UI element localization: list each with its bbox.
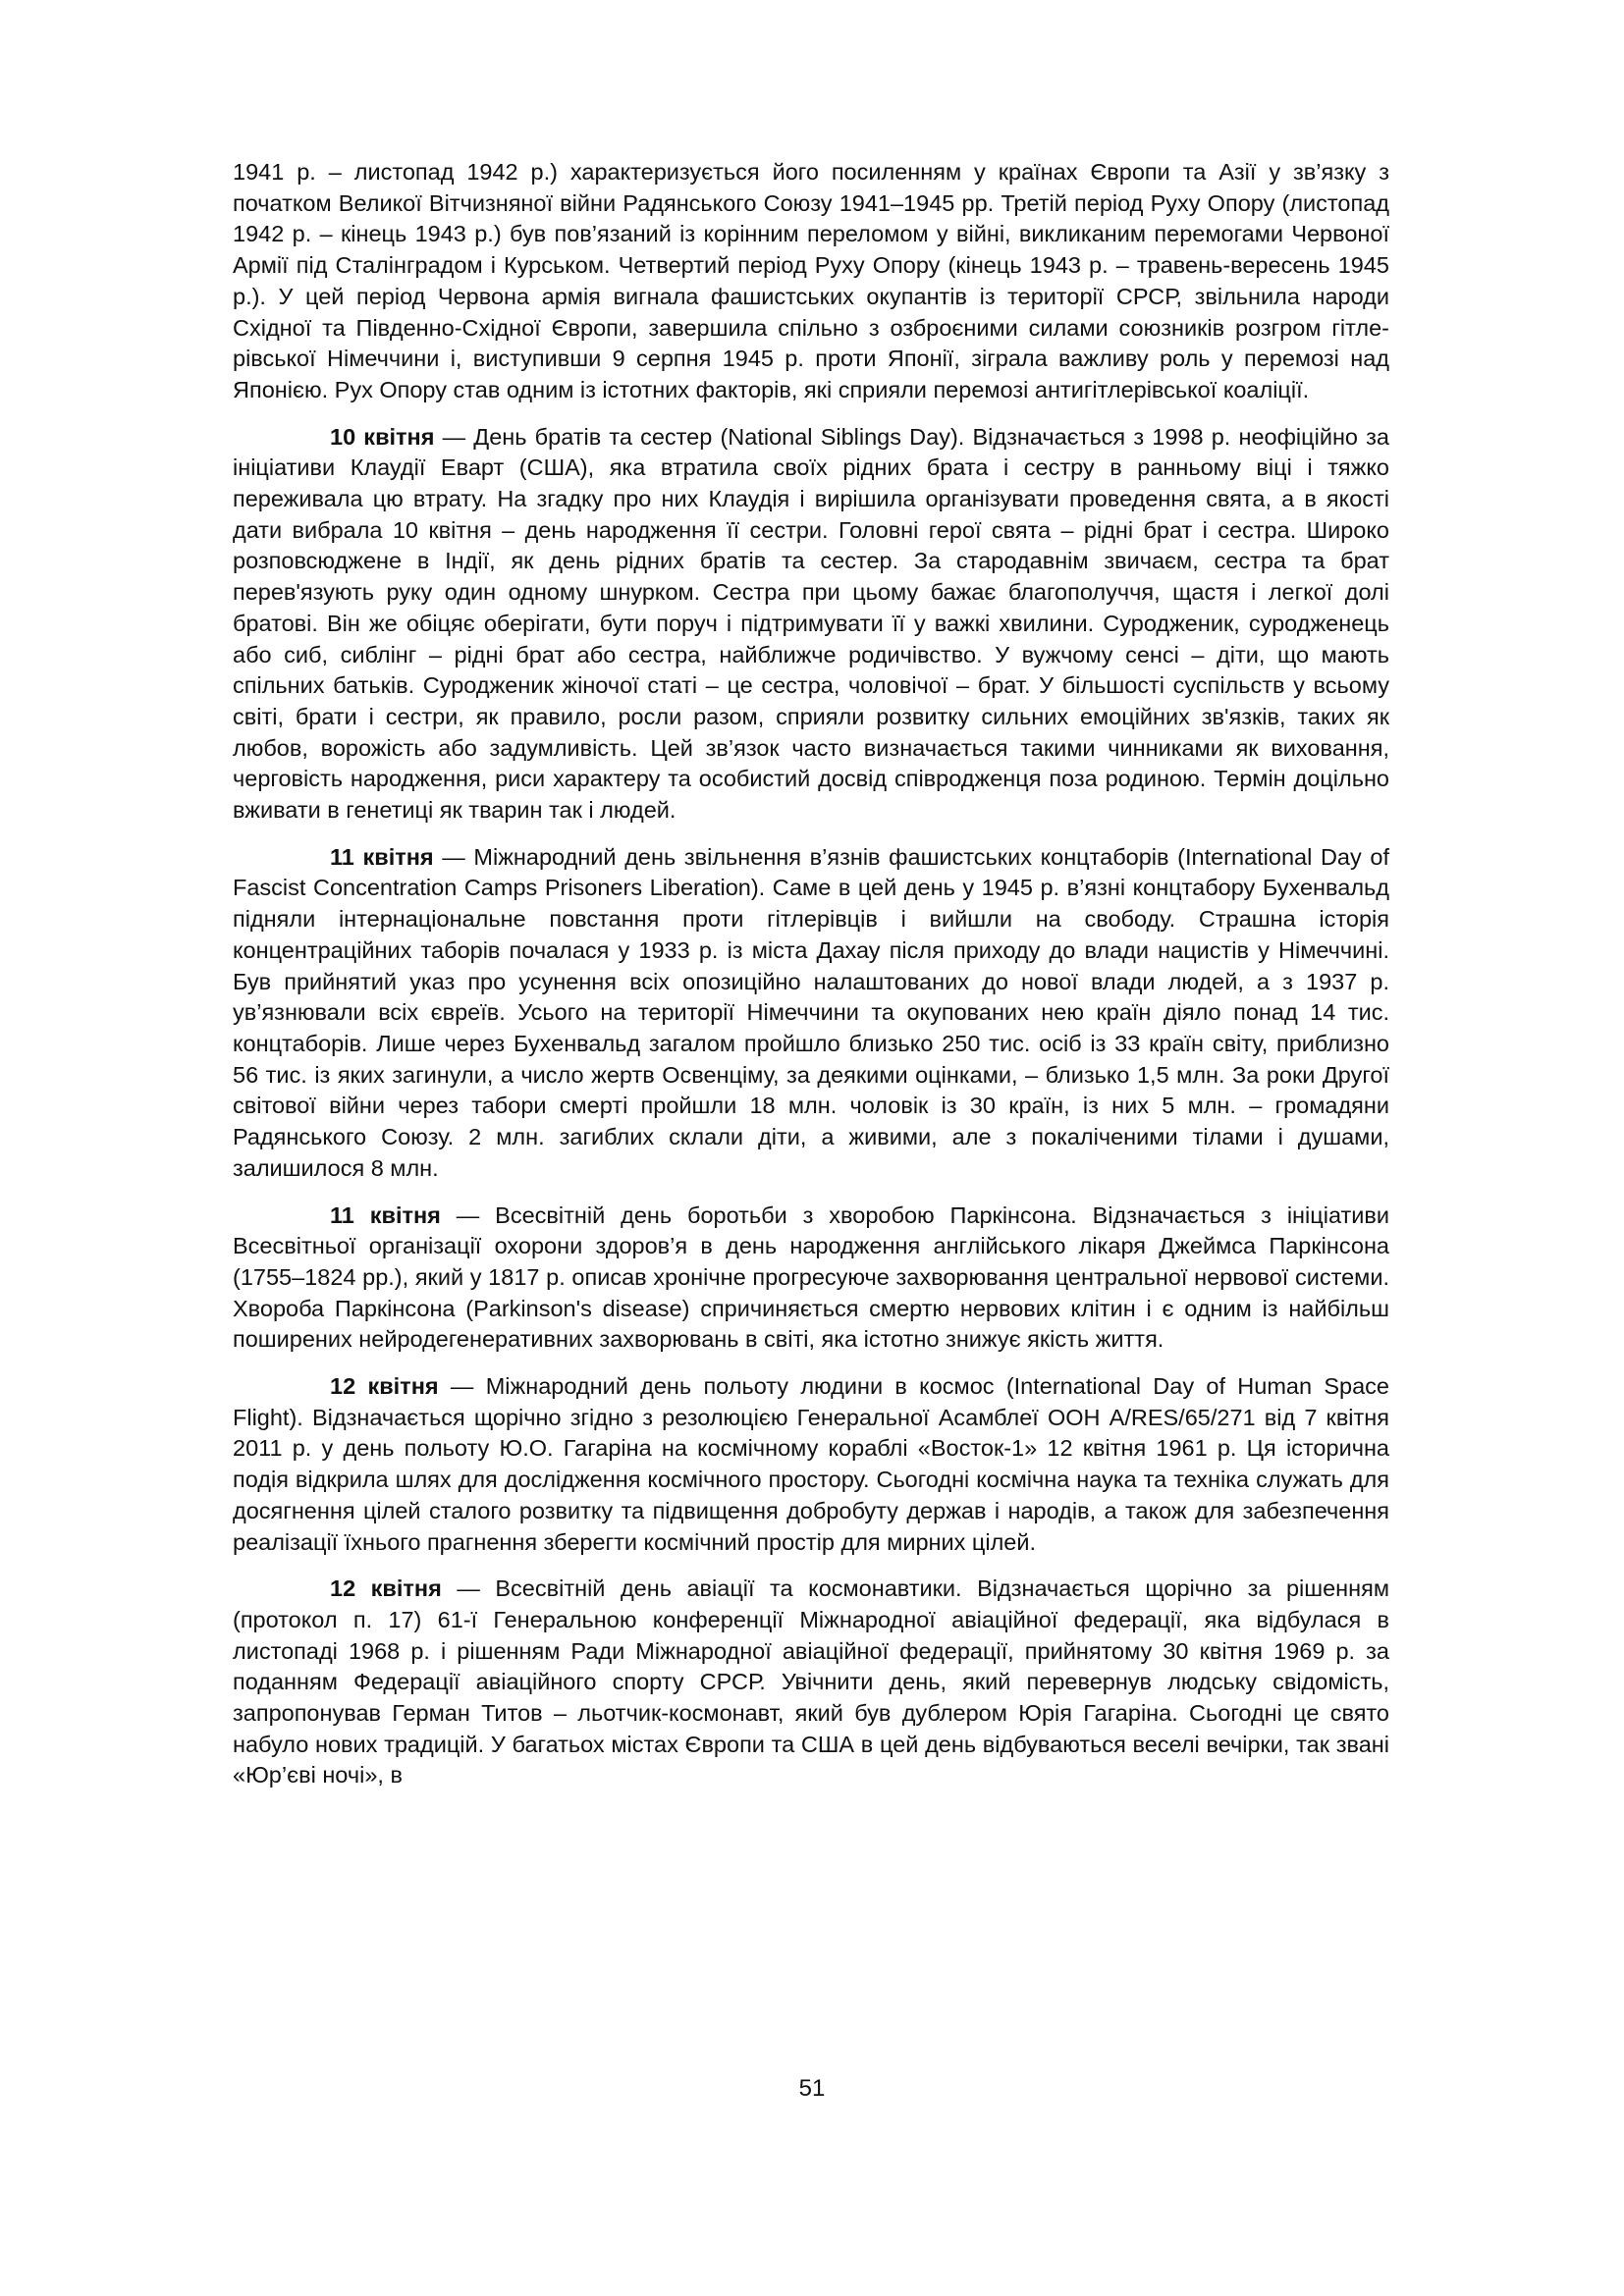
- paragraph-date: 10 квітня: [330, 423, 435, 450]
- page-number-footer: [0, 2075, 1624, 2103]
- document-page-body: [233, 157, 1389, 1807]
- paragraph-date: 11 квітня: [330, 843, 434, 870]
- paragraph-parkinsons-day: [233, 1201, 1389, 1357]
- paragraph-text: — День братів та сестер (National Siblings Day). Відзначається з 1998 р. неофіційно за ініціативи Клаудії Еварт (США), яка втратила своїх рідних брата і сестру в ранньому віці і тяжко переживала цю втрату. На згадку про них Клаудія і вирішила організувати проведення свята, а в якості дати вибрала 10 квітня – день народження її сестри. Головні герої свята – рідні брат і сестра. Широко розповсюджене в Індії, як день рідних братів та сестер. За стародавнім звичаєм, сестра та брат перев'язують руку один одному шнурком. Сестра при цьому бажає благополуччя, щастя і легкої долі братові. Він же обіцяє оберігати, бути поруч і підтримувати її у важкі хвилини. Суродженик, суродженець або сиб, сиблінг – рідні брат або сестра, найближче родичівство. У вужчому сенсі – діти, що мають спільних батьків. Суродженик жіночої статі – це сестра, чоловічої – брат. У більшості суспільств у всьому світі, брати і сестри, як правило, росли разом, сприяли розвитку сильних емоційних зв'язків, таких як любов, ворожість або задумливість. Цей зв’язок часто визначається такими чинниками як виховання, черговість народження, риси характеру та особистий досвід співродженця поза родиною. Термін доцільно вживати в генетиці як тварин так і людей.: [233, 423, 1390, 824]
- paragraph-date: 11 квітня: [330, 1201, 441, 1228]
- paragraph-date: 12 квітня: [330, 1575, 442, 1602]
- paragraph-siblings-day: [233, 422, 1389, 827]
- paragraph-resistance-movement: [233, 157, 1389, 406]
- paragraph-text: — Всесвітній день боротьби з хворобою Паркінсона. Відзначається з ініціативи Всесвітньої організації охорони здоров’я в день народження англійського лікаря Джеймса Паркінсона (1755–1824 рр.), який у 1817 р. описав хронічне прогресуюче захворювання центральної нервової системи. Хвороба Паркінсона (Parkinson's disease) спричиняється смертю нервових клітин і є одним із найбільш поширених нейродегенеративних захворювань в світі, яка істотно знижує якість життя.: [233, 1201, 1389, 1353]
- paragraph-text: — Всесвітній день авіації та космонавтики. Відзначається щорічно за рішенням (протокол п. 17) 61-ї Генеральною конференції Міжнародної авіаційної федерації, яка відбулася в листопаді 1968 р. і рішенням Ради Міжнародної авіаційної федерації, прийнятому 30 квітня 1969 р. за поданням Федерації авіаційного спорту СРСР. Увічнити день, який перевернув людську свідомість, запропонував Герман Титов – льотчик-космонавт, який був дублером Юрія Гагаріна. Сьогодні це свято набуло нових традицій. У багатьох містах Європи та США в цей день відбуваються веселі вечірки, так звані «Юр’єві ночі», в: [233, 1575, 1390, 1789]
- paragraph-space-flight-day: [233, 1371, 1389, 1558]
- paragraph-text: — Міжнародний день звільнення в’язнів фашистських концтаборів (International Day of Fascist Concentration Camps Prisoners Liberation). Саме в цей день у 1945 р. в’язні концтабору Бухенвальд підняли інтернаціональне повстання проти гітлерівців і вийшли на свободу. Страшна історія концентраційних таборів почалася у 1933 р. із міста Дахау після приходу до влади нацистів у Німеччині. Був прийнятий указ про усунення всіх опозиційно налаштованих до нової влади людей, а з 1937 р. ув’язнювали всіх євреїв. Усього на території Німеччини та окупованих нею країн діяло понад 14 тис. концтаборів. Лише через Бухенвальд загалом пройшло близько 250 тис. осіб із 33 країн світу, приблизно 56 тис. із яких загинули, а число жертв Освенціму, за деякими оцінками, – близько 1,5 млн. За роки Другої світової війни через табори смерті пройшли 18 млн. чоловік із 30 країн, із них 5 млн. – громадяни Радянського Союзу. 2 млн. загиблих склали діти, а живими, але з покаліченими тілами і душами, залишилося 8 млн.: [233, 843, 1389, 1181]
- paragraph-aviation-cosmonautics-day: [233, 1574, 1389, 1791]
- paragraph-text: 1941 р. – листопад 1942 р.) характеризується його посиленням у країнах Європи та Азії у зв’язку з початком Великої Вітчизняної війни Радянського Союзу 1941–1945 рр. Третій період Руху Опору (листопад 1942 р. – кінець 1943 р.) був пов’язаний із корінним переломом у війні, викликаним перемогами Червоної Армії під Сталінградом і Курськом. Четвертий період Руху Опору (кінець 1943 р. – травень-вересень 1945 р.). У цей період Червона армія вигнала фашистських окупантів із території СРСР, звільнила народи Східної та Південно-Східної Європи, завершила спільно з озброєними силами союзників розгром гітлерівської Німеччини і, виступивши 9 серпня 1945 р. проти Японії, зіграла важливу роль у перемозі над Японією. Рух Опору став одним із істотних факторів, які сприяли перемозі антигітлерівської коаліції.: [233, 159, 1389, 402]
- paragraph-date: 12 квітня: [330, 1373, 439, 1400]
- page-number: 51: [798, 2075, 826, 2102]
- paragraph-text: — Міжнародний день польоту людини в космос (International Day of Human Space Flight). Відзначається щорічно згідно з резолюцією Генеральної Асамблеї ООН A/RES/65/271 від 7 квітня 2011 р. у день польоту Ю.О. Гагаріна на космічному кораблі «Восток-1» 12 квітня 1961 р. Ця історична подія відкрила шлях для дослідження космічного простору. Сьогодні космічна наука та техніка служать для досягнення цілей сталого розвитку та підвищення добробуту держав і народів, а також для забезпечення реалізації їхнього прагнення зберегти космічний простір для мирних цілей.: [233, 1373, 1389, 1555]
- paragraph-camps-liberation-day: [233, 842, 1389, 1185]
